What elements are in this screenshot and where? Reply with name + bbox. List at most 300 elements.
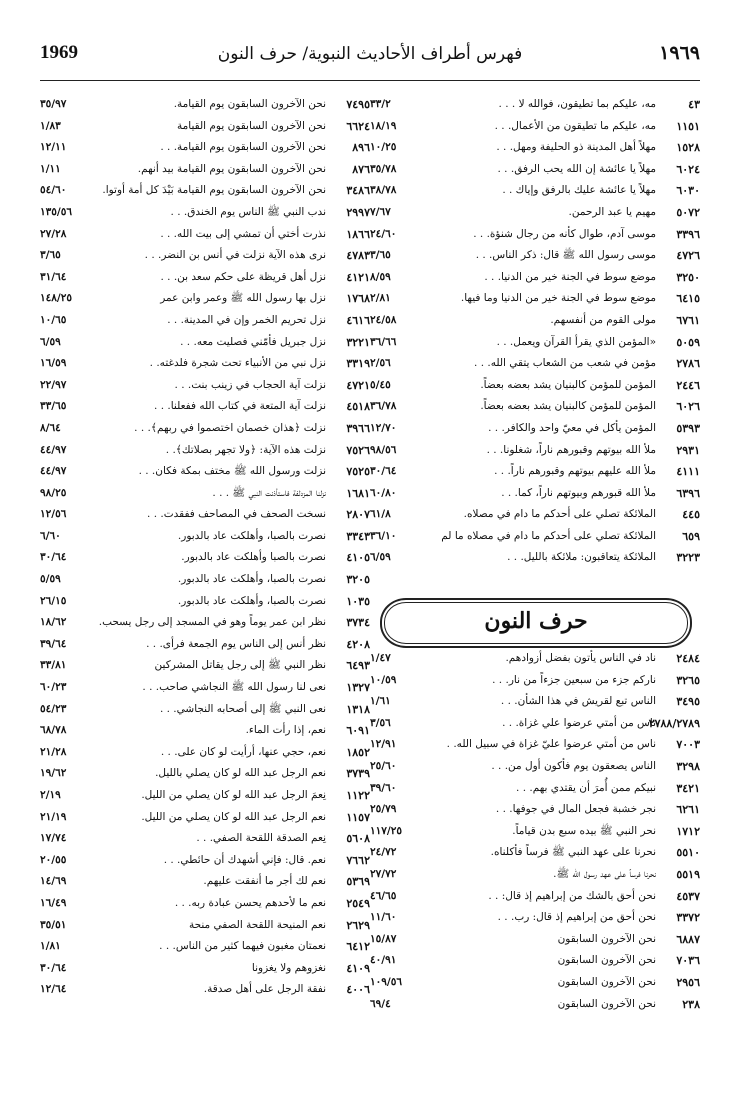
hadith-reference: ٣٣/٦٥ <box>40 400 67 413</box>
hadith-text: نجر خشبة فجعل المال في جوفها. . . <box>495 803 656 816</box>
hadith-reference: ١٠/٥٩ <box>370 673 397 686</box>
hadith-reference: ٤٤/٩٧ <box>40 465 67 478</box>
index-entry <box>370 864 700 886</box>
hadith-number: ٢٧٨٦ <box>676 357 700 371</box>
hadith-number: ٣٢٢١ <box>346 335 370 349</box>
hadith-number: ٦٨٨٧ <box>676 932 700 946</box>
index-entry <box>40 245 370 267</box>
index-entry <box>370 310 700 332</box>
hadith-reference: ٩٨/٢٥ <box>40 486 67 499</box>
hadith-number: ٤١١١ <box>676 465 700 479</box>
hadith-reference: ١/٨١ <box>40 940 61 953</box>
hadith-text: مه، عليكم بما تطيقون، فوالله لا . . . <box>498 98 656 110</box>
hadith-text: المؤمن للمؤمن كالبنيان يشد بعضه بعضاً. <box>480 378 656 391</box>
index-entry <box>370 375 700 397</box>
hadith-number: ١٧٦٨ <box>346 292 370 306</box>
hadith-number: ٣٣٤٣ <box>346 529 370 543</box>
hadith-text: نزل نبي من الأنبياء تحت شجرة فلدغته. . <box>149 357 326 370</box>
hadith-reference: ١٦/٤٩ <box>40 896 67 909</box>
hadith-number: ٤١٠٩ <box>346 961 370 975</box>
index-entry <box>40 94 370 116</box>
hadith-number: ١٧١٢ <box>676 824 700 838</box>
hadith-number: ٨٧٦ <box>352 162 370 176</box>
hadith-text: نصرت بالصبا، وأهلكت عاد بالدبور. <box>177 573 326 586</box>
hadith-text: مهيم يا عبد الرحمن. <box>568 205 656 218</box>
hadith-reference: ٣٠/٦٤ <box>370 465 397 478</box>
hadith-text: ملأ الله بيوتهم وقبورهم ناراً، شغلونا. . . <box>486 443 656 456</box>
hadith-text: نزلت آية المتعة في كتاب الله ففعلنا. . . <box>154 400 326 413</box>
hadith-number: ٢٣٨ <box>682 997 700 1011</box>
index-entry <box>40 655 370 677</box>
hadith-reference: ٦/٥٩ <box>370 551 391 564</box>
hadith-text: نظر النبي ﷺ إلى رجل يقاتل المشركين <box>154 659 326 672</box>
index-entry <box>370 483 700 505</box>
hadith-number: ٣٣٩٦ <box>676 227 700 241</box>
hadith-number: ١١٥١ <box>676 119 700 133</box>
hadith-number: ٧٥٢٥ <box>346 465 370 479</box>
index-entry <box>370 288 700 310</box>
hadith-text: نعم، إذا رأت الماء. <box>245 724 326 737</box>
hadith-reference: ٣/٦٥ <box>370 249 391 262</box>
index-entry <box>40 893 370 915</box>
hadith-reference: ٢/١٩ <box>40 789 61 801</box>
hadith-reference: ١٥/٨٧ <box>370 932 397 945</box>
hadith-reference: ٣٥/٥١ <box>40 918 67 931</box>
hadith-number: ٧٠٣٦ <box>676 954 700 968</box>
hadith-reference: ٣٨/٧٨ <box>370 184 397 197</box>
hadith-number: ٤٥١٨ <box>346 400 370 414</box>
hadith-text: نحن الآخرون السابقون يوم القيامة. . . <box>160 141 326 154</box>
hadith-reference: ٤٤/٩٧ <box>40 443 67 456</box>
index-entry <box>40 396 370 418</box>
hadith-number: ٣٢٢٣ <box>676 551 700 565</box>
hadith-text: نسخت الصحف في المصاحف ففقدت. . . <box>147 508 326 521</box>
index-entry <box>40 267 370 289</box>
hadith-number: ٣٣٧٢ <box>676 911 700 925</box>
index-entry <box>40 979 370 1001</box>
index-entry <box>40 699 370 721</box>
index-entry <box>370 756 700 778</box>
index-entry <box>40 850 370 872</box>
section-title: حرف النون <box>484 608 588 634</box>
hadith-text: نزل تحريم الخمر وإن في المدينة. . . <box>167 313 326 326</box>
hadith-number: ٤٧٢٦ <box>676 249 700 263</box>
hadith-number: ٤٠٠٦ <box>346 983 370 997</box>
hadith-number: ٢٥٤٩ <box>346 896 370 910</box>
hadith-reference: ٣٥/٩٧ <box>40 98 67 110</box>
hadith-text: نصرت بالصبا وأهلكت عاد بالدبور. <box>181 551 326 564</box>
hadith-reference: ٨/٦٤ <box>40 421 61 434</box>
hadith-text: نبيكم ممن أُمرَ أن يقتدي بهم. . . <box>516 781 656 794</box>
hadith-number: ٤٧٢١ <box>346 378 370 392</box>
index-entry <box>40 569 370 591</box>
hadith-number: ٥٣٩٣ <box>676 421 700 435</box>
hadith-reference: ٢/٥٦ <box>370 357 391 370</box>
hadith-text: نحن الآخرون السابقون يوم القيامة بيد أنهم. <box>137 162 326 175</box>
hadith-text: نزلت هذه الآية: ﴿ولا تجهر بصلاتك﴾. . <box>165 443 326 456</box>
index-entry <box>40 288 370 310</box>
hadith-number: ١٣٢٧ <box>346 681 370 695</box>
hadith-reference: ١٨/١٩ <box>370 119 397 132</box>
hadith-reference: ١٠٩/٥٦ <box>370 975 403 988</box>
hadith-number: ٤٢٠٨ <box>346 637 370 651</box>
hadith-number: ٢٧٨٨/٢٧٨٩ <box>648 716 700 730</box>
hadith-number: ٥٣٦٩ <box>346 875 370 889</box>
hadith-reference: ١/١١ <box>40 162 61 175</box>
index-entry <box>40 418 370 440</box>
hadith-reference: ٣٠/٦٤ <box>40 961 67 974</box>
index-entry <box>370 950 700 972</box>
hadith-text: نحن الآخرون السابقون يوم القيامة. <box>173 98 326 110</box>
index-entry <box>370 842 700 864</box>
hadith-text: ناس من أمتي عرضوا عليّ غزاة في سبيل الله. . <box>446 738 656 751</box>
hadith-reference: ٦٨/٧٨ <box>40 724 67 737</box>
hadith-number: ٤٣ <box>688 98 700 111</box>
index-entry <box>370 94 700 116</box>
index-entry <box>370 180 700 202</box>
hadith-reference: ٦/٥٩ <box>40 335 61 348</box>
hadith-text: ملأ الله عليهم بيوتهم وقبورهم ناراً. . . <box>494 465 656 478</box>
index-entry <box>40 915 370 937</box>
index-entry <box>40 461 370 483</box>
hadith-text: الملائكة تصلي على أحدكم ما دام في مصلاه ما لم <box>441 529 656 542</box>
hadith-text: نعم ما لأحدهم يحسن عبادة ربه. . . <box>174 896 326 909</box>
hadith-reference: ٣/٥٦ <box>370 716 391 729</box>
index-entry <box>40 137 370 159</box>
hadith-text: مه، عليكم ما تطيقون من الأعمال. . . <box>494 119 656 132</box>
hadith-text: نحرنا فرساً على عهد رسول الله ﷺ. <box>553 867 656 880</box>
hadith-reference: ٣٩/٦٤ <box>40 637 67 650</box>
hadith-text: نرى هذه الآية نزلت في أنس بن النضر. . . <box>144 249 326 262</box>
hadith-reference: ٣٠/٦٤ <box>40 551 67 564</box>
hadith-number: ٦٢٦١ <box>676 803 700 817</box>
hadith-reference: ٢/٨١ <box>370 292 391 305</box>
hadith-text: نعمتان مغبون فيهما كثير من الناس. . . <box>159 940 326 953</box>
hadith-text: ملأ الله قبورهم وبيوتهم ناراً، كما. . . <box>501 486 656 499</box>
hadith-reference: ١٣٥/٥٦ <box>40 205 73 218</box>
index-entry <box>370 648 700 670</box>
hadith-reference: ٣٩/٦٠ <box>370 781 397 794</box>
hadith-reference: ١٢/٧٠ <box>370 421 397 434</box>
hadith-reference: ١٢/١١ <box>40 141 67 154</box>
hadith-reference: ٢٤/٥٨ <box>370 313 397 326</box>
hadith-reference: ٣٦/٧٨ <box>370 400 397 413</box>
hadith-reference: ٦٠/٨٠ <box>370 486 397 499</box>
hadith-text: نحرنا على عهد النبي ﷺ فرساً فأكلناه. <box>490 846 656 859</box>
page-title: فهرس أطراف الأحاديث النبوية/ حرف النون <box>217 44 523 64</box>
hadith-text: الملائكة تصلي على أحدكم ما دام في مصلاه. <box>463 508 656 521</box>
hadith-number: ٣٤٨٦ <box>346 184 370 198</box>
hadith-number: ٥٠٧٢ <box>676 205 700 219</box>
hadith-reference: ٦٩/٤ <box>370 997 391 1010</box>
hadith-text: نصرت بالصبا، وأهلكت عاد بالدبور. <box>177 594 326 607</box>
hadith-reference: ١٢/٦٤ <box>40 983 67 996</box>
hadith-reference: ٢٢/٩٧ <box>40 378 67 391</box>
hadith-reference: ٢٥/٧٩ <box>370 803 397 816</box>
hadith-reference: ٥٤/٢٣ <box>40 702 67 715</box>
index-entry <box>40 720 370 742</box>
hadith-text: موسى رسول الله ﷺ قال: ذكر الناس. . . <box>475 249 656 262</box>
hadith-reference: ١٧/٧٤ <box>40 832 67 845</box>
index-entry <box>370 418 700 440</box>
hadith-number: ٥٦٠٨ <box>346 832 370 846</box>
hadith-text: نِعم الصدقة اللقحة الصفي. . . <box>196 832 326 845</box>
hadith-reference: ٣٦/١٠ <box>370 529 397 542</box>
index-entry <box>40 828 370 850</box>
hadith-number: ١٨٦٦ <box>346 227 370 241</box>
right-column-top <box>370 94 700 569</box>
hadith-reference: ٣٣/٢ <box>370 98 391 110</box>
hadith-number: ٦٤١٢ <box>346 940 370 954</box>
page-number-latin: 1969 <box>40 42 78 63</box>
hadith-reference: ٦/٦٠ <box>40 529 61 542</box>
hadith-text: نعى لنا رسول الله ﷺ النجاشي صاحب. . . <box>142 681 326 694</box>
hadith-text: نعى النبي ﷺ إلى أصحابه النجاشي. . . <box>159 702 326 715</box>
hadith-number: ٦٤٩٣ <box>346 659 370 673</box>
hadith-reference: ٣٣/٨١ <box>40 659 67 672</box>
index-entry <box>40 440 370 462</box>
index-entry <box>370 461 700 483</box>
hadith-reference: ٥/٥٩ <box>40 573 61 586</box>
index-entry <box>40 224 370 246</box>
hadith-number: ٣٤٩٥ <box>676 695 700 709</box>
section-heading-box <box>380 598 692 648</box>
hadith-reference: ٣١/٦٤ <box>40 270 67 283</box>
hadith-text: الناس تبع لقريش في هذا الشأن. . . <box>500 695 656 708</box>
hadith-number: ٣٧٣٤ <box>346 616 370 630</box>
hadith-reference: ٢٠/٥٥ <box>40 853 67 866</box>
index-entry <box>370 202 700 224</box>
hadith-number: ٤٦١٦ <box>346 313 370 327</box>
hadith-reference: ٢٤/٧٢ <box>370 846 397 859</box>
hadith-text: نظر أنس إلى الناس يوم الجمعة فرأى. . . <box>146 637 326 650</box>
hadith-number: ٦٧٦١ <box>676 313 700 327</box>
hadith-reference: ٢٥/٦٠ <box>370 759 397 772</box>
hadith-text: ناد في الناس يأتون بفضل أزوادهم. <box>505 652 656 664</box>
hadith-number: ١١٥٧ <box>346 810 370 824</box>
hadith-number: ٦٠٣٠ <box>676 184 700 198</box>
hadith-text: نعم الرجل عبد الله لو كان يصلي بالليل. <box>155 767 326 780</box>
hadith-text: مؤمن في شعب من الشعاب يتقي الله. . . <box>474 357 656 370</box>
hadith-number: ١٣١٨ <box>346 702 370 716</box>
hadith-reference: ١٤/٦٩ <box>40 875 67 888</box>
index-entry <box>370 713 700 735</box>
hadith-reference: ٥٤/٦٠ <box>40 184 67 197</box>
hadith-number: ٢٩٩٧ <box>346 205 370 219</box>
hadith-reference: ٨/٥٩ <box>370 270 391 283</box>
hadith-text: نحن الآخرون السابقون <box>557 954 656 967</box>
index-entry <box>370 224 700 246</box>
index-entry <box>40 612 370 634</box>
hadith-number: ٢٤٤٦ <box>676 378 700 392</box>
hadith-number: ١٨٥٢ <box>346 745 370 759</box>
hadith-text: نزلت ﴿هذان خصمان اختصموا في ربهم﴾. . . <box>134 421 326 434</box>
hadith-text: نعم. قال: فإني أشهدك أن حائطي. . . <box>163 853 326 866</box>
index-entry <box>40 936 370 958</box>
hadith-text: ناركم جزء من سبعين جزءاً من نار. . . <box>492 673 656 686</box>
hadith-text: نِعمَ الرجل عبد الله لو كان يصلي من الليل. <box>141 789 326 801</box>
hadith-text: موسى آدم، طوال كأنه من رجال شنؤة. . . <box>473 227 656 240</box>
right-column-bottom <box>370 648 700 1015</box>
index-entry <box>370 547 700 569</box>
hadith-text: نفقة الرجل على أهل صدقة. <box>203 983 326 996</box>
hadith-number: ٣٢٠٥ <box>346 573 370 587</box>
hadith-text: ناس من أمتي عرضوا علي غزاة. . . <box>502 716 656 729</box>
hadith-number: ٤١٢١ <box>346 270 370 284</box>
hadith-number: ٥٥١٩ <box>676 867 700 881</box>
hadith-text: الملائكة يتعاقبون: ملائكة بالليل. . . <box>507 551 656 564</box>
hadith-reference: ٤٦/٦٥ <box>370 889 397 902</box>
hadith-text: نزل جبريل فأمّني فصليت معه. . . <box>180 335 326 348</box>
hadith-number: ٦٠٩١ <box>346 724 370 738</box>
hadith-reference: ٣/٦٥ <box>40 249 61 262</box>
hadith-text: نزلنا المزدلفة فاستأذنت النبي ﷺ . . . <box>212 486 326 499</box>
index-entry <box>370 267 700 289</box>
index-entry <box>40 504 370 526</box>
hadith-text: مولى القوم من أنفسهم. <box>550 313 656 326</box>
hadith-text: نحن أحق بالشك من إبراهيم إذ قال: . . <box>488 889 656 902</box>
index-entry <box>370 691 700 713</box>
hadith-reference: ١٠/٢٥ <box>370 141 397 154</box>
hadith-number: ٤٤٥ <box>682 508 700 522</box>
index-entry <box>40 310 370 332</box>
index-entry <box>40 807 370 829</box>
index-entry <box>40 785 370 807</box>
index-entry <box>370 396 700 418</box>
hadith-text: نصرت بالصبا، وأهلكت عاد بالدبور. <box>177 529 326 542</box>
hadith-reference: ١٦/٥٩ <box>40 357 67 370</box>
index-entry <box>40 353 370 375</box>
left-column <box>40 94 370 1001</box>
hadith-text: نحن الآخرون السابقون <box>557 997 656 1010</box>
hadith-reference: ١/٤٧ <box>370 652 391 664</box>
hadith-number: ١٠٣٥ <box>346 594 370 608</box>
index-entry <box>370 332 700 354</box>
hadith-number: ٦٤١٥ <box>676 292 700 306</box>
hadith-number: ٦٥٩ <box>682 529 700 543</box>
index-entry <box>40 180 370 202</box>
index-entry <box>40 483 370 505</box>
hadith-number: ١٥٢٨ <box>676 141 700 155</box>
index-entry <box>40 634 370 656</box>
hadith-reference: ١١/٦٠ <box>370 911 397 924</box>
index-entry <box>370 821 700 843</box>
hadith-text: ندب النبي ﷺ الناس يوم الخندق. . . <box>170 205 326 218</box>
hadith-number: ٦٠٢٦ <box>676 400 700 414</box>
hadith-reference: ٢١/١٩ <box>40 810 67 823</box>
hadith-number: ٣٩٦٦ <box>346 421 370 435</box>
hadith-text: موضع سوط في الجنة خير من الدنيا. . . <box>484 270 656 283</box>
hadith-reference: ١٢/٥٦ <box>40 508 67 521</box>
hadith-reference: ٢٦/١٥ <box>40 594 67 607</box>
hadith-text: نحن الآخرون السابقون يوم القيامة بَيْدَ كل أمة أوتوا. <box>102 184 326 197</box>
hadith-number: ٧٠٠٣ <box>676 738 700 752</box>
hadith-number: ٣٢٥٠ <box>676 270 700 284</box>
hadith-number: ٦٣٩٦ <box>676 486 700 500</box>
hadith-text: نحن الآخرون السابقون <box>557 932 656 945</box>
index-entry <box>370 799 700 821</box>
hadith-reference: ١/٨٣ <box>40 119 61 132</box>
hadith-number: ٤٥٣٧ <box>676 889 700 903</box>
index-entry <box>370 159 700 181</box>
index-entry <box>370 907 700 929</box>
hadith-number: ٣٢٩٨ <box>676 759 700 773</box>
index-entry <box>40 116 370 138</box>
index-entry <box>370 929 700 951</box>
index-entry <box>370 137 700 159</box>
index-entry <box>40 202 370 224</box>
hadith-reference: ٦١/٨ <box>370 508 391 521</box>
hadith-number: ٤١٠٥ <box>346 551 370 565</box>
hadith-reference: ٣٥/٧٨ <box>370 162 397 175</box>
hadith-reference: ٢٧/٧٢ <box>370 867 397 880</box>
hadith-reference: ٤٠/٩١ <box>370 954 397 967</box>
hadith-reference: ١١٧/٢٥ <box>370 824 403 837</box>
hadith-text: نظر ابن عمر يوماً وهو في المسجد إلى رجل يسحب. <box>98 616 326 629</box>
hadith-number: ٦٠٢٤ <box>676 162 700 176</box>
hadith-number: ٧٤٩٥ <box>346 98 370 111</box>
hadith-reference: ٦٠/٢٣ <box>40 681 67 694</box>
hadith-text: نعم الرجل عبد الله لو كان يصلي من الليل. <box>141 810 326 823</box>
page-number-arabic: ١٩٦٩ <box>659 42 700 64</box>
hadith-number: ٢٤٨٤ <box>676 652 700 665</box>
hadith-text: مهلاً يا عائشة عليك بالرفق وإياك . . <box>502 184 656 197</box>
index-entry <box>370 994 700 1016</box>
hadith-number: ١١٢٢ <box>346 789 370 802</box>
index-entry <box>370 886 700 908</box>
hadith-text: نحر النبي ﷺ بيده سبع بدن قياماً. <box>512 824 656 837</box>
hadith-text: مهلاً يا عائشة إن الله يحب الرفق. . . <box>497 162 656 175</box>
index-entry <box>40 375 370 397</box>
hadith-reference: ٧/٦٧ <box>370 205 391 218</box>
hadith-text: نعم، حجي عنها، أرأيت لو كان على. . . <box>160 745 326 758</box>
hadith-number: ١٦٨١ <box>346 486 370 500</box>
hadith-number: ٣٧٣٩ <box>346 767 370 781</box>
index-entry <box>370 245 700 267</box>
index-entry <box>370 504 700 526</box>
hadith-reference: ١٩/٦٢ <box>40 767 67 780</box>
hadith-number: ٥٥١٠ <box>676 846 700 860</box>
hadith-reference: ١/٦١ <box>370 695 391 708</box>
index-entry <box>370 440 700 462</box>
page-header <box>40 42 700 72</box>
index-entry <box>370 972 700 994</box>
hadith-text: المؤمن للمؤمن كالبنيان يشد بعضه بعضاً. <box>480 400 656 413</box>
index-entry <box>40 958 370 980</box>
hadith-text: نزلت آية الحجاب في زينب بنت. . . <box>174 378 326 391</box>
index-entry <box>40 763 370 785</box>
hadith-number: ٢٨٠٧ <box>346 508 370 522</box>
hadith-reference: ٢٧/٢٨ <box>40 227 67 240</box>
hadith-text: نزلت ورسول الله ﷺ مختف بمكة فكان. . . <box>138 465 326 478</box>
hadith-reference: ١٠/٦٥ <box>40 313 67 326</box>
hadith-reference: ٥/٤٥ <box>370 378 391 391</box>
hadith-reference: ١٨/٦٢ <box>40 616 67 629</box>
hadith-number: ٣٤٢١ <box>676 781 700 795</box>
hadith-number: ٢٦٢٩ <box>346 918 370 932</box>
index-entry <box>370 670 700 692</box>
hadith-text: مهلاً أهل المدينة ذو الحليفة ومهل. . . <box>496 141 656 154</box>
hadith-number: ٢٩٥٦ <box>676 975 700 989</box>
hadith-reference: ٢١/٢٨ <box>40 745 67 758</box>
hadith-number: ٥٠٥٩ <box>676 335 700 349</box>
index-entry <box>370 734 700 756</box>
index-entry <box>40 526 370 548</box>
hadith-number: ٤٧٨٣ <box>346 249 370 263</box>
hadith-reference: ١٢/٩١ <box>370 738 397 751</box>
hadith-number: ٣٢٦٥ <box>676 673 700 687</box>
hadith-text: نزل أهل قريظة على حكم سعد بن. . . <box>160 270 326 283</box>
